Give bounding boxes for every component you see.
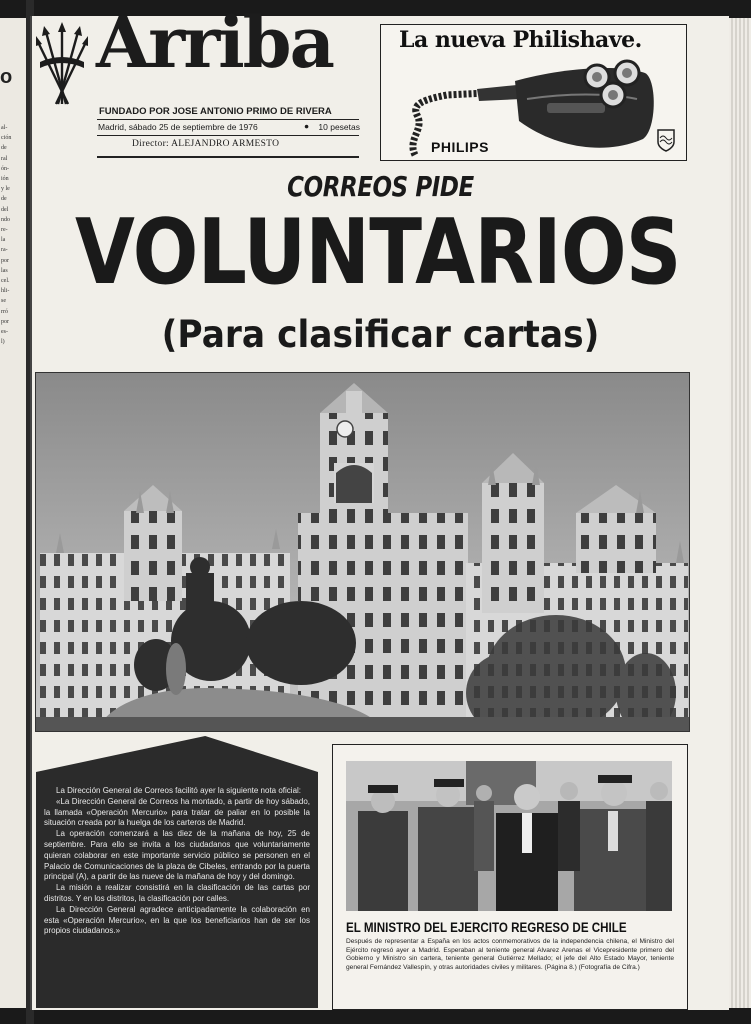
story-paragraph: La operación comenzará a las diez de la mañana de hoy, 25 de septiembre. Para ello se invita a los ciudadanos que voluntariamente quieran colaborar en este importante servicio público se personen en el Palacio de Comunicaciones de la plaza de Cibeles, entrando por la puerta principal (A), a partir de las nueve de la mañana de hoy y del domingo. <box>44 829 310 882</box>
previous-page-fragment: del <box>1 206 9 213</box>
previous-page-fragment: por <box>1 257 9 264</box>
previous-page-fragment: ndo <box>1 216 10 223</box>
previous-page-fragment: l) <box>1 339 5 346</box>
previous-page-fragment: ión <box>1 176 9 182</box>
previous-page-fragment: ción <box>1 135 12 142</box>
story-paragraph: «La Dirección General de Correos ha montado, a partir de hoy sábado, la llamada «Operación Mercurio» para tratar de paliar en lo posible la situación creada por la huelga de los carteros de Madrid. <box>44 796 310 828</box>
previous-page-fragment: re- <box>1 227 8 233</box>
photo-story-caption: Después de representar a España en los actos conmemorativos de la independencia chilena, el Ministro del Ejército regresó ayer a Madrid. Esperaban al teniente general Alvarez Arenas el Vicepresidente primero del Gobierno y Ministro sin cartera, teniente general Gutiérrez Mellado; el jefe del Alto Estado Mayor, teniente general Fernández Vallespín, y otras autoridades civiles y militares. (Página 8.) (Fotografía de Cifra.) <box>346 938 674 971</box>
newspaper-front-page <box>30 1 729 1010</box>
masthead-rule <box>97 119 359 120</box>
issue-price: 10 pesetas <box>318 122 360 132</box>
main-headline: VOLUNTARIOS <box>75 200 681 305</box>
previous-page-fragment: hli- <box>1 288 10 295</box>
masthead-rule <box>97 135 359 136</box>
yoke-and-arrows-emblem <box>36 22 88 108</box>
dateline <box>98 122 360 132</box>
issue-date: Madrid, sábado 25 de septiembre de 1976 <box>98 122 258 132</box>
previous-page-fragment: es- <box>1 329 8 335</box>
director-line: Director: ALEJANDRO ARMESTO <box>132 139 280 149</box>
masthead-rule <box>97 156 359 158</box>
previous-page-fragment: por <box>1 318 9 325</box>
previous-page-edge <box>0 18 26 1008</box>
previous-page-fragment: o <box>0 66 13 88</box>
minister-photo-story <box>332 744 688 1010</box>
previous-page-fragment: ón- <box>1 165 9 172</box>
story-paragraph: La Dirección General agradece anticipadamente la colaboración en esta «Operación Mercurio», en la que los beneficiarios han de ser los propios ciudadanos.» <box>44 904 310 936</box>
previous-page-fragment: al- <box>1 125 8 131</box>
previous-page-fragment: se <box>1 298 6 305</box>
previous-page-fragment: ra- <box>1 247 8 254</box>
minister-photograph <box>346 761 672 911</box>
ad-brand-name: PHILIPS <box>431 139 489 155</box>
headline-kicker: CORREOS PIDE <box>287 170 474 203</box>
previous-page-fragment: de <box>1 196 7 203</box>
previous-page-fragment: de <box>1 145 7 152</box>
previous-page-fragment: y le <box>1 186 10 193</box>
news-story-block <box>36 736 318 1008</box>
founder-line: FUNDADO POR JOSE ANTONIO PRIMO DE RIVERA <box>99 106 332 117</box>
sub-headline: (Para clasificar cartas) <box>161 313 600 356</box>
newspaper-title: Arriba <box>96 1 333 84</box>
story-text <box>44 786 310 937</box>
previous-page-fragment: las <box>1 267 8 274</box>
philips-shield-logo <box>656 128 676 152</box>
palace-photograph <box>35 372 690 732</box>
story-block-shape <box>36 736 318 772</box>
previous-page-fragment: rró <box>1 308 8 315</box>
officers-group-image <box>346 761 672 911</box>
shaver-advertisement <box>380 24 687 161</box>
separator-dot: ● <box>304 121 310 131</box>
previous-page-fragment: la <box>1 237 6 244</box>
previous-page-fragment: ral <box>1 155 8 162</box>
page-stack-edge <box>727 18 751 1008</box>
story-paragraph: La misión a realizar consistirá en la clasificación de las cartas por distritos. Y en los distritos, la clasificación por calles. <box>44 883 310 903</box>
story-paragraph: La Dirección General de Correos facilitó ayer la siguiente nota oficial: <box>56 786 302 795</box>
photo-story-title: EL MINISTRO DEL EJERCITO REGRESO DE CHILE <box>346 920 627 935</box>
previous-page-fragment: cel. <box>1 278 10 284</box>
ad-headline: La nueva Philishave. <box>399 27 642 53</box>
palace-building-image <box>36 373 689 731</box>
